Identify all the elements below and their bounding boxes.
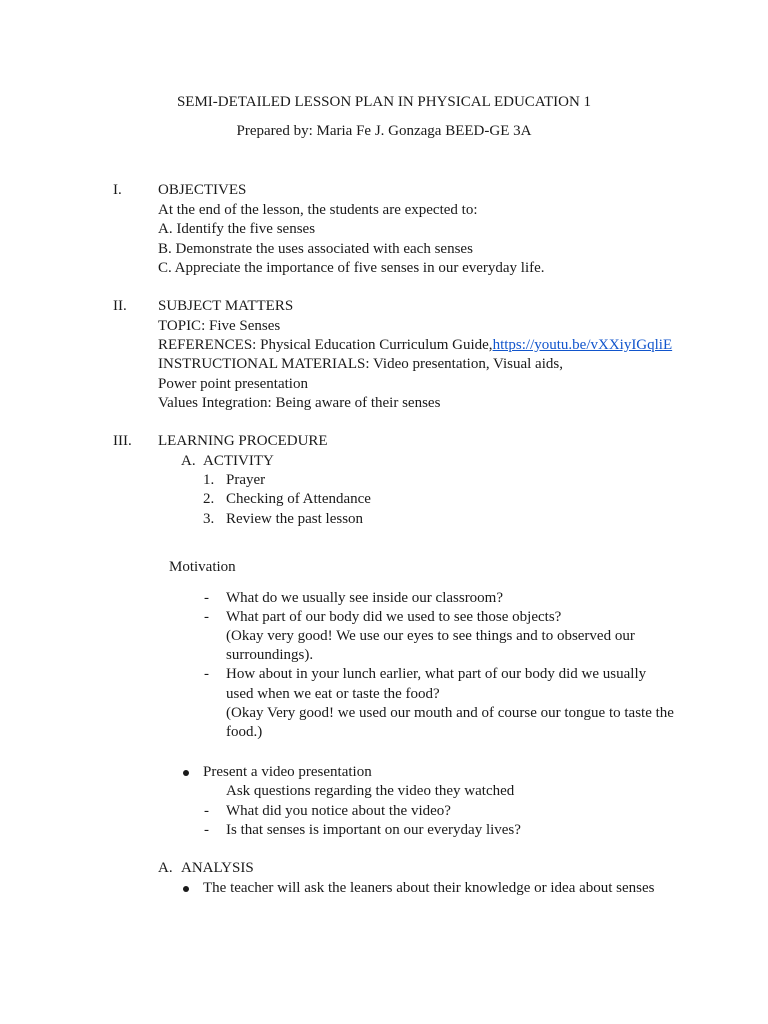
- subject-materials: INSTRUCTIONAL MATERIALS: Video presentation, Visual aids,: [158, 356, 563, 372]
- objectives-intro: At the end of the lesson, the students are expected to:: [158, 202, 478, 218]
- motivation-answer: food.): [226, 724, 263, 740]
- motivation-question: How about in your lunch earlier, what part of our body did we usually: [226, 666, 647, 682]
- bullet-icon: [183, 770, 189, 776]
- activity-item: Checking of Attendance: [226, 491, 371, 507]
- section-number-objectives: I.: [113, 182, 122, 198]
- dash-marker: -: [204, 666, 209, 682]
- motivation-question: What do we usually see inside our classroom?: [226, 590, 504, 606]
- objective-item: A. Identify the five senses: [158, 221, 316, 237]
- prepared-by: Prepared by: Maria Fe J. Gonzaga BEED-GE 3A: [236, 123, 532, 139]
- bullet-icon: [183, 886, 189, 892]
- activity-item: Prayer: [226, 472, 266, 488]
- motivation-heading: Motivation: [169, 559, 236, 575]
- dash-marker: -: [204, 609, 209, 625]
- activity-item-number: 2.: [203, 491, 215, 507]
- document-title: SEMI-DETAILED LESSON PLAN IN PHYSICAL EDUCATION 1: [176, 94, 592, 110]
- motivation-question: used when we eat or taste the food?: [226, 686, 440, 702]
- motivation-answer: (Okay Very good! we used our mouth and of course our tongue to taste the: [226, 705, 674, 721]
- subject-references: [158, 336, 672, 356]
- references-label: REFERENCES: Physical Education Curriculum Guide,: [158, 337, 493, 353]
- analysis-heading: ANALYSIS: [181, 860, 254, 876]
- activity-item-number: 1.: [203, 472, 215, 488]
- activity-letter: A.: [181, 453, 196, 469]
- dash-marker: -: [204, 822, 209, 838]
- objective-item: B. Demonstrate the uses associated with each senses: [158, 241, 473, 257]
- subject-heading: SUBJECT MATTERS: [158, 298, 294, 314]
- subject-materials-cont: Power point presentation: [158, 376, 308, 392]
- activity-item-number: 3.: [203, 511, 215, 527]
- motivation-answer: surroundings).: [226, 647, 314, 663]
- objective-item: C. Appreciate the importance of five senses in our everyday life.: [158, 260, 545, 276]
- analysis-letter: A.: [158, 860, 173, 876]
- video-question: Is that senses is important on our everyday lives?: [226, 822, 521, 838]
- section-number-procedure: III.: [113, 433, 132, 449]
- objectives-heading: OBJECTIVES: [158, 182, 247, 198]
- video-instruction: Ask questions regarding the video they watched: [226, 783, 515, 799]
- video-question: What did you notice about the video?: [226, 803, 451, 819]
- analysis-item: The teacher will ask the leaners about their knowledge or idea about senses: [203, 880, 655, 896]
- activity-item: Review the past lesson: [226, 511, 364, 527]
- section-number-subject: II.: [113, 298, 127, 314]
- video-item: Present a video presentation: [203, 764, 372, 780]
- motivation-answer: (Okay very good! We use our eyes to see things and to observed our: [226, 628, 635, 644]
- subject-topic: TOPIC: Five Senses: [158, 318, 281, 334]
- dash-marker: -: [204, 803, 209, 819]
- activity-heading: ACTIVITY: [203, 453, 274, 469]
- procedure-heading: LEARNING PROCEDURE: [158, 433, 328, 449]
- motivation-question: What part of our body did we used to see those objects?: [226, 609, 562, 625]
- subject-values: Values Integration: Being aware of their senses: [158, 395, 441, 411]
- references-link[interactable]: https://youtu.be/vXXiyIGqliE: [492, 337, 673, 353]
- dash-marker: -: [204, 590, 209, 606]
